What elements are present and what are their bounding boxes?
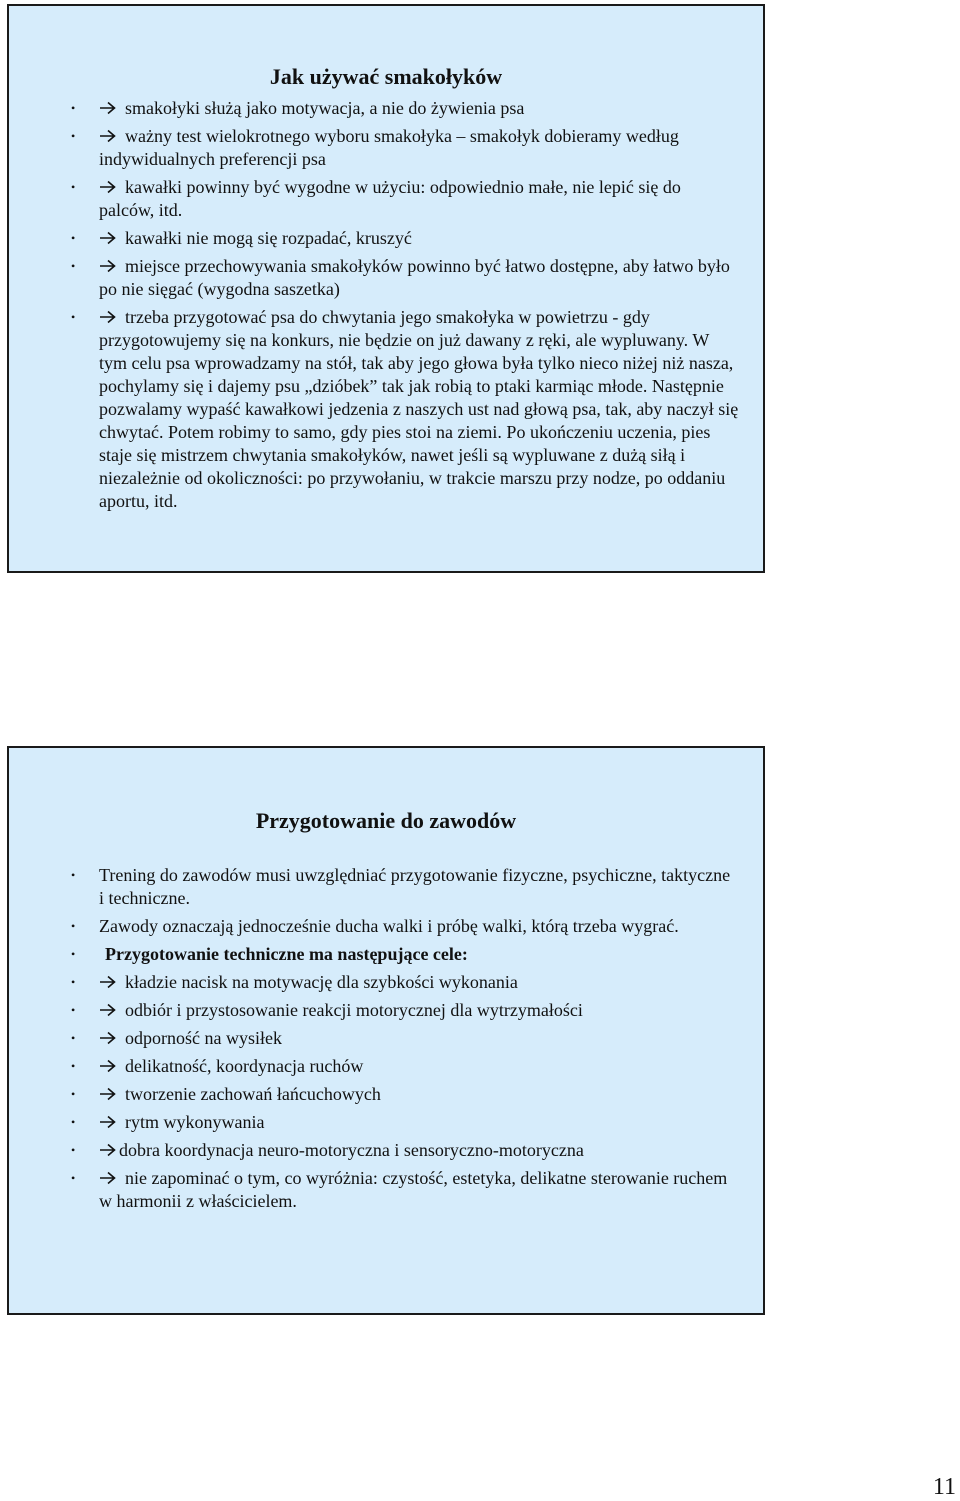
- list-item: [71, 1055, 739, 1078]
- list-item: [71, 97, 739, 120]
- bullet-icon: •: [71, 259, 76, 273]
- list-item: [71, 971, 739, 994]
- list-item-text: kawałki powinny być wygodne w użyciu: odpowiednio małe, nie lepić się do palców, itd.: [99, 177, 681, 220]
- right-arrow-icon: [99, 310, 117, 324]
- list-item: [71, 227, 739, 250]
- list-item: [71, 1083, 739, 1106]
- list-item-text: Trening do zawodów musi uwzględniać przygotowanie fizyczne, psychiczne, taktyczne i techniczne.: [99, 865, 731, 908]
- bullet-icon: •: [71, 231, 76, 245]
- list-item: [71, 125, 739, 171]
- list-item: [71, 864, 739, 910]
- list-item: [71, 915, 739, 938]
- list-item-text: Zawody oznaczają jednocześnie ducha walki i próbę walki, którą trzeba wygrać.: [99, 916, 679, 936]
- bullet-icon: •: [71, 310, 76, 324]
- list-item: [71, 1167, 739, 1213]
- list-item-text: kładzie nacisk na motywację dla szybkości wykonania: [125, 972, 518, 992]
- bullet-icon: •: [71, 868, 76, 882]
- bullet-icon: •: [71, 180, 76, 194]
- list-item: [71, 176, 739, 222]
- list-item: [71, 1027, 739, 1050]
- right-arrow-icon: [99, 1171, 117, 1185]
- bullet-icon: •: [71, 975, 76, 989]
- list-item: [71, 1111, 739, 1134]
- list-item-text: odporność na wysiłek: [125, 1028, 282, 1048]
- list-item-heading: Przygotowanie techniczne ma następujące cele:: [105, 944, 468, 964]
- page-number: 11: [932, 1474, 956, 1500]
- slide-competition-preparation: [7, 746, 765, 1315]
- list-item-text: nie zapominać o tym, co wyróżnia: czystość, estetyka, delikatne sterowanie ruchem w harmonii z właścicielem.: [99, 1168, 728, 1211]
- bullet-list: [9, 864, 739, 1218]
- right-arrow-icon: [99, 180, 117, 194]
- bullet-icon: •: [71, 129, 76, 143]
- list-item-text: kawałki nie mogą się rozpadać, kruszyć: [125, 228, 412, 248]
- bullet-icon: •: [71, 1143, 76, 1157]
- right-arrow-icon: [99, 259, 117, 273]
- bullet-icon: •: [71, 1087, 76, 1101]
- right-arrow-icon: [99, 1003, 117, 1017]
- list-item: [71, 306, 739, 513]
- list-item-text: rytm wykonywania: [125, 1112, 265, 1132]
- list-item-text: odbiór i przystosowanie reakcji motorycznej dla wytrzymałości: [125, 1000, 583, 1020]
- bullet-icon: •: [71, 1171, 76, 1185]
- slide-title: Jak używać smakołyków: [269, 64, 503, 89]
- bullet-icon: •: [71, 1115, 76, 1129]
- list-item: [71, 255, 739, 301]
- list-item-text: ważny test wielokrotnego wyboru smakołyka – smakołyk dobieramy według indywidualnych preferencji psa: [99, 126, 679, 169]
- right-arrow-icon: [99, 1059, 117, 1073]
- list-item-text: delikatność, koordynacja ruchów: [125, 1056, 364, 1076]
- bullet-icon: •: [71, 947, 76, 961]
- bullet-icon: •: [71, 101, 76, 115]
- list-item: [71, 1139, 739, 1162]
- right-arrow-icon: [99, 129, 117, 143]
- right-arrow-icon: [99, 231, 117, 245]
- bullet-icon: •: [71, 919, 76, 933]
- list-item-text: dobra koordynacja neuro-motoryczna i sensoryczno-motoryczna: [119, 1140, 584, 1160]
- right-arrow-icon: [99, 101, 117, 115]
- bullet-icon: •: [71, 1031, 76, 1045]
- bullet-icon: •: [71, 1059, 76, 1073]
- list-item-text: tworzenie zachowań łańcuchowych: [125, 1084, 381, 1104]
- list-item: [71, 999, 739, 1022]
- list-item-text: smakołyki służą jako motywacja, a nie do żywienia psa: [125, 98, 525, 118]
- right-arrow-icon: [99, 1087, 117, 1101]
- slide-title: Przygotowanie do zawodów: [255, 808, 517, 833]
- list-item-text: miejsce przechowywania smakołyków powinno być łatwo dostępne, aby łatwo było po nie sięgać (wygodna saszetka): [99, 256, 730, 299]
- list-item-text: trzeba przygotować psa do chwytania jego smakołyka w powietrzu - gdy przygotowujemy się na konkurs, nie będzie on już dawany z ręki, ale wypluwany. W tym celu psa wprowadzamy na stół, tak aby jego głowa była tylko nieco niżej niż nasza, pochylamy się i dajemy psu „dzióbek” tak jak robią to ptaki karmiąc młode. Następnie pozwalamy wypaść kawałkowi jedzenia z naszych ust nad głową psa, tak, aby naczył się chwytać. Potem robimy to samo, gdy pies stoi na ziemi. Po ukończeniu uczenia, pies staje się mistrzem chwytania smakołyków, nawet jeśli są wypluwane z dużą siłą i niezależnie od okoliczności: po przywołaniu, w trakcie marszu przy nodze, po oddaniu aportu, itd.: [99, 307, 739, 511]
- right-arrow-icon: [99, 1115, 117, 1129]
- right-arrow-icon: [99, 1031, 117, 1045]
- bullet-list: [9, 97, 739, 518]
- bullet-icon: •: [71, 1003, 76, 1017]
- list-item: [71, 943, 739, 966]
- right-arrow-icon: [99, 975, 117, 989]
- slide-treats-usage: [7, 4, 765, 573]
- right-arrow-icon: [99, 1143, 117, 1157]
